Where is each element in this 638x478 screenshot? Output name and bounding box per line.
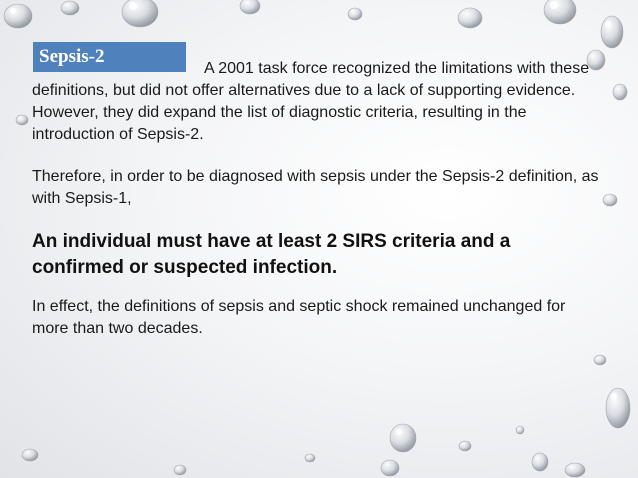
paragraph-unchanged-definitions: In effect, the definitions of sepsis and septic shock remained unchanged for more than two decades. <box>32 298 566 337</box>
slide-title: Sepsis-2 <box>33 42 186 72</box>
paragraph-task-force: A 2001 task force recognized the limitations with these definitions, but did not offer alternatives due to a lack of supporting evidence. However, they did expand the list of diagnostic criteria, resulting in the introduction of Sepsis-2. <box>32 60 590 143</box>
paragraph-diagnosis-definition: Therefore, in order to be diagnosed with sepsis under the Sepsis-2 definition, as with Sepsis-1, <box>32 168 599 207</box>
paragraph-sirs-criteria: An individual must have at least 2 SIRS criteria and a confirmed or suspected infection. <box>32 231 511 278</box>
